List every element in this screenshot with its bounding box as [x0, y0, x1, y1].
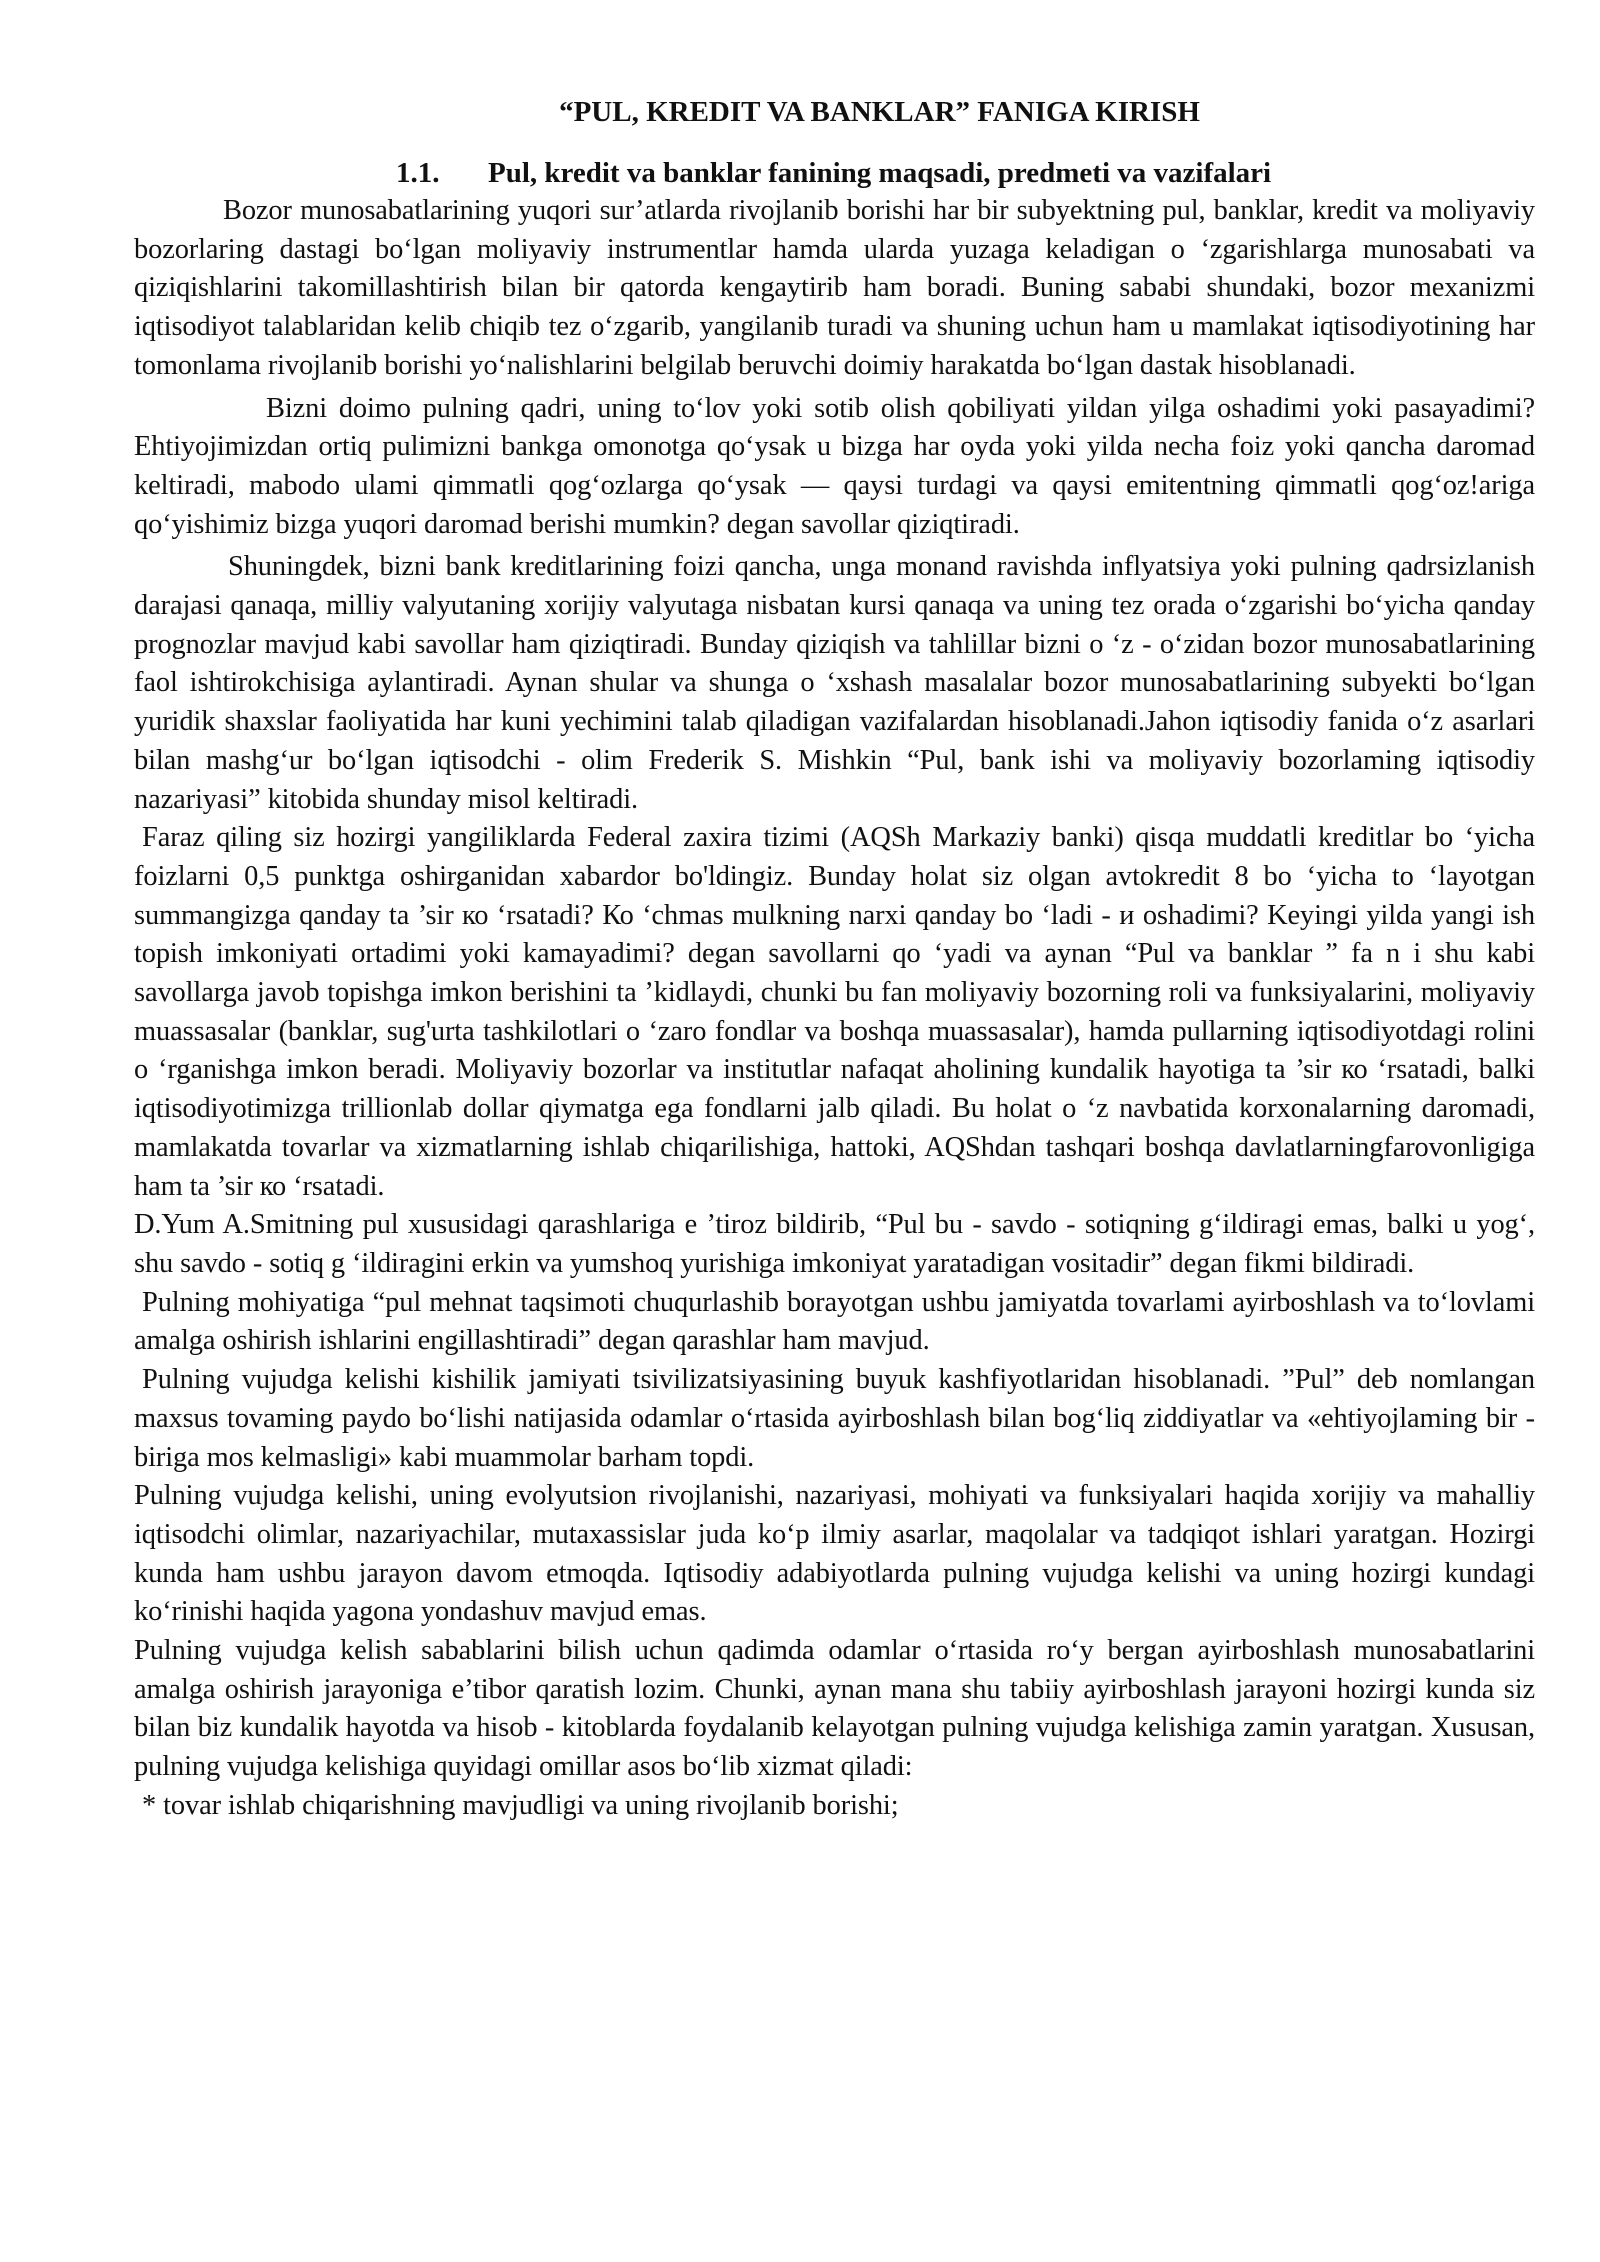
paragraph: Faraz qiling siz hozirgi yangiliklarda Federal zaxira tizimi (AQSh Markaziy banki) qisqa muddatli kreditlar bo ‘yicha foizlarni 0,5 punktga oshirganidan xabardor bo'ldingiz. Bunday holat siz olgan avtokredit 8 bo ‘yicha to ‘layotgan summangizga qanday ta ’sir ко ‘rsatadi? Ко ‘chmas mulkning narxi qanday bo ‘ladi - и oshadimi? Keyingi yilda yangi ish topish imkoniyati ortadimi yoki kamayadimi? degan savollarni qo ‘yadi va aynan “Pul va banklar ” fa n i shu kabi savollarga javob topishga imkon berishini ta ’kidlaydi, chunki bu fan moliyaviy bozorning roli va funksiyalarini, moliyaviy muassasalar (banklar, sug'urta tashkilotlari o ‘zaro fondlar va boshqa muassasalar), hamda pullarning iqtisodiyotdagi rolini o ‘rganishga imkon beradi. Moliyaviy bozorlar va institutlar nafaqat aholining kundalik hayotiga ta ’sir ко ‘rsatadi, balki iqtisodiyotimizga trillionlab dollar qiymatga ega fondlarni jalb qiladi. Bu holat o ‘z navbatida korxonalarning daromadi, mamlakatda tovarlar va xizmatlarning ishlab chiqarilishiga, hattoki, AQShdan tashqari boshqa davlatlarningfarovonligiga ham ta ’sir ко ‘rsatadi. — [134, 822, 1535, 1202]
paragraph: Pulning mohiyatiga “pul mehnat taqsimoti chuqurlashib borayotgan ushbu jamiyatda tovarlami ayirboshlash va to‘lovlami amalga oshirish ishlarini engillashtiradi” degan qarashlar ham mavjud. — [134, 1286, 1535, 1357]
paragraph: Pulning vujudga kelish sabablarini bilish uchun qadimda odamlar o‘rtasida ro‘y bergan ayirboshlash munosabatlarini amalga oshirish jarayoniga e’tibor qaratish lozim. Chunki, aynan mana shu tabiiy ayirboshlash jarayoni hozirgi kunda siz bilan biz kundalik hayotda va hisob - kitoblarda foydalanib kelayotgan pulning vujudga kelishiga zamin yaratgan. Xususan, pulning vujudga kelishiga quyidagi omillar asos bo‘lib xizmat qiladi: — [134, 1635, 1535, 1783]
document-title: “PUL, KREDIT VA BANKLAR” FANIGA KIRISH — [559, 96, 1200, 128]
paragraph: Pulning vujudga kelishi, uning evolyutsion rivojlanishi, nazariyasi, mohiyati va funksiyalari haqida xorijiy va mahalliy iqtisodchi olimlar, nazariyachilar, mutaxassislar juda ko‘p ilmiy asarlar, maqolalar va tadqiqot ishlari yaratgan. Hozirgi kunda ham ushbu jarayon davom etmoqda. Iqtisodiy adabiyotlarda pulning vujudga kelishi va uning hozirgi kundagi ko‘rinishi haqida yagona yondashuv mavjud emas. — [134, 1480, 1535, 1628]
document-page — [134, 92, 1535, 1826]
paragraph: Bozor munosabatlarining yuqori sur’atlarda rivojlanib borishi har bir subyektning pul, banklar, kredit va moliyaviy bozorlaring dastagi bo‘lgan moliyaviy instrumentlar hamda ularda yuzaga keladigan o ‘zgarishlarga munosabati va qiziqishlarini takomillashtirish bilan bir qatorda kengaytirib ham boradi. Buning sababi shundaki, bozor mexanizmi iqtisodiyot talablaridan kelib chiqib tez o‘zgarib, yangilanib turadi va shuning uchun ham u mamlakat iqtisodiyotining har tomonlama rivojlanib borishi yo‘nalishlarini belgilab beruvchi doimiy harakatda bo‘lgan dastak hisoblanadi. — [134, 195, 1535, 381]
section-number: 1.1. — [396, 157, 440, 189]
section-title: Pul, kredit va banklar fanining maqsadi, predmeti va vazifalari — [488, 157, 1272, 189]
paragraph: D.Yum A.Smitning pul xususidagi qarashlariga e ’tiroz bildirib, “Pul bu - savdo - sotiqning g‘ildiragi emas, balki u yog‘, shu savdo - sotiq g ‘ildiragini erkin va yumshoq yurishiga imkoniyat yaratadigan vositadir” degan fikmi bildiradi. — [134, 1209, 1535, 1279]
paragraph: Pulning vujudga kelishi kishilik jamiyati tsivilizatsiyasining buyuk kashfiyotlaridan hisoblanadi. ”Pul” deb nomlangan maxsus tovaming paydo bo‘lishi natijasida odamlar o‘rtasida ayirboshlash bilan bog‘liq ziddiyatlar va «ehtiyojlaming bir - biriga mos kelmasligi» kabi muammolar barham topdi. — [134, 1364, 1535, 1473]
list-item: * tovar ishlab chiqarishning mavjudligi va uning rivojlanib borishi; — [142, 1789, 899, 1821]
paragraph: Bizni doimo pulning qadri, uning to‘lov yoki sotib olish qobiliyati yildan yilga oshadimi yoki pasayadimi? Ehtiyojimizdan ortiq pulimizni bankga omonotga qo‘ysak u bizga har oyda yoki yilda necha foiz yoki qancha daromad keltiradi, mabodo ulami qimmatli qog‘ozlarga qo‘ysak — qaysi turdagi va qaysi emitentning qimmatli qog‘oz!ariga qo‘yishimiz bizga yuqori daromad berishi mumkin? degan savollar qiziqtiradi. — [134, 392, 1535, 540]
section-heading — [134, 154, 1535, 192]
paragraph: Shuningdek, bizni bank kreditlarining foizi qancha, unga monand ravishda inflyatsiya yoki pulning qadrsizlanish darajasi qanaqa, milliy valyutaning xorijiy valyutaga nisbatan kursi qanaqa va uning tez orada o‘zgarishi bo‘yicha qanday prognozlar mavjud kabi savollar ham qiziqtiradi. Bunday qiziqish va tahlillar bizni o ‘z - o‘zidan bozor munosabatlarining faol ishtirokchisiga aylantiradi. Aynan shular va shunga o ‘xshash masalalar bozor munosabatlarining subyekti bo‘lgan yuridik shaxslar faoliyatida har kuni yechimini talab qiladigan vazifalardan hisoblanadi.Jahon iqtisodiy fanida o‘z asarlari bilan mashg‘ur bo‘lgan iqtisodchi - olim Frederik S. Mishkin “Pul, bank ishi va moliyaviy bozorlaming iqtisodiy nazariyasi” kitobida shunday misol keltiradi. — [134, 551, 1535, 815]
